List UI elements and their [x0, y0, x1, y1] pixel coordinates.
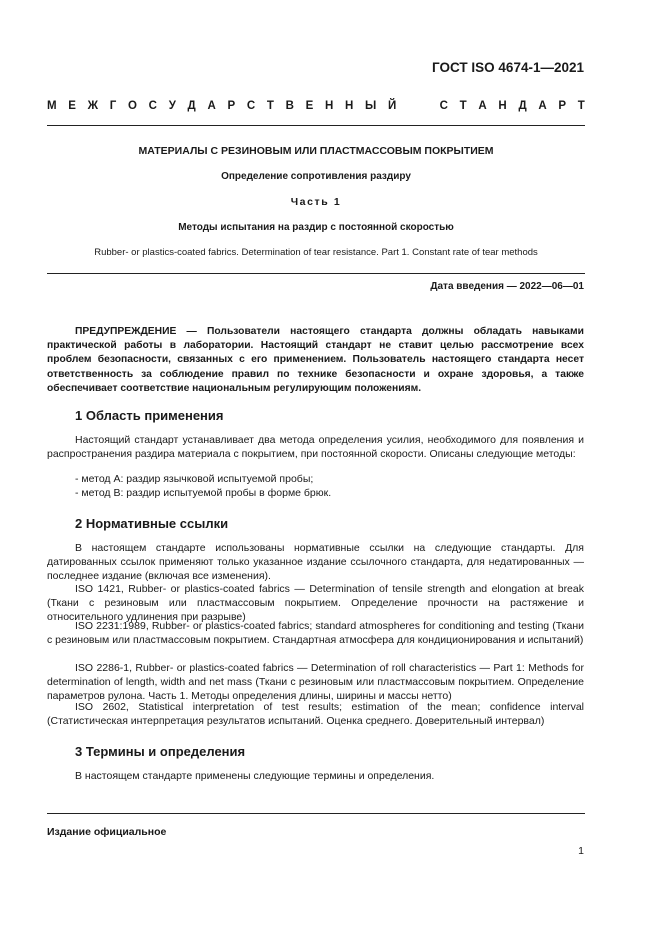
subtitle: Определение сопротивления раздиру	[221, 171, 411, 182]
heading-letter: Н	[324, 100, 334, 112]
heading-letter: Н	[498, 100, 507, 112]
heading-letter: С	[246, 100, 256, 112]
part-label: Часть 1	[290, 196, 342, 208]
standard-number: ГОСТ ISO 4674-1—2021	[432, 60, 584, 75]
heading-letter: Т	[577, 100, 585, 112]
section-1-text: Настоящий стандарт устанавливает два метода определения усилия, необходимого для появления и распространения раздира материала с покрытием, при постоянной скорости. Описаны следующие методы:	[47, 434, 584, 461]
section-3-text: В настоящем стандарте применены следующие термины и определения.	[75, 770, 435, 782]
english-title: Rubber- or plastics-coated fabrics. Determination of tear resistance. Part 1. Constant rate of tear methods	[94, 247, 538, 258]
heading-letter: В	[285, 100, 294, 112]
heading-letter: Ж	[87, 100, 99, 112]
heading-letter: С	[439, 100, 448, 112]
heading-letter: Й	[387, 100, 397, 112]
list-item-method-b: - метод В: раздир испытуемой пробы в форме брюк.	[75, 487, 332, 499]
title-rule	[47, 273, 585, 274]
page-number: 1	[578, 845, 584, 857]
heading-letter: Е	[305, 100, 314, 112]
top-rule	[47, 125, 585, 126]
heading-letter: Д	[187, 100, 196, 112]
reference-iso-2602: ISO 2602, Statistical interpretation of test results; estimation of the mean; confidence interval (Статистическая интерпретация результатов испытаний. Оценка среднего. Доверительный интервал)	[47, 701, 584, 728]
heading-letter: Г	[109, 100, 117, 112]
reference-iso-2231: ISO 2231:1989, Rubber- or plastics-coated fabrics; standard atmospheres for conditioning and testing (Ткани с резиновым или пластмассовым покрытием. Стандартная атмосфера для кондиционирования и испытаний)	[47, 620, 584, 647]
section-2-intro: В настоящем стандарте использованы нормативные ссылки на следующие стандарты. Для датированных ссылок применяют только указанное издание ссылочного стандарта, для недатированных — последнее издание (включая все изменения).	[47, 542, 584, 583]
heading-letter: Р	[227, 100, 236, 112]
reference-iso-1421: ISO 1421, Rubber- or plastics-coated fabrics — Determination of tensile strength and elongation at break (Ткани с резиновым или пластмассовым покрытием. Определение прочности на растяжение и относительного удлинения при разрыве)	[47, 583, 584, 624]
heading-letter: Ы	[365, 100, 377, 112]
heading-gap	[408, 100, 428, 112]
reference-iso-2286-1: ISO 2286-1, Rubber- or plastics-coated fabrics — Determination of roll characteristics — Part 1: Methods for determination of length, width and net mass (Ткани с резиновым или пластмассовым покрытием. Определение параметров рулона. Часть 1. Методы определения длины, ширины и массы нетто)	[47, 662, 584, 703]
warning-paragraph: ПРЕДУПРЕЖДЕНИЕ — Пользователи настоящего стандарта должны обладать навыками практической работы в лаборатории. Настоящий стандарт не ставит целью рассмотрение всех проблем безопасности, связанных с его применением. Пользователь настоящего стандарта несет ответственность за соблюдение правил по технике безопасности и охране здоровья, а также обеспечивает соответствие национальным регулирующим положениям.	[47, 326, 584, 394]
heading-letter: А	[538, 100, 547, 112]
footer-rule	[47, 813, 585, 814]
heading-letter: С	[148, 100, 157, 112]
section-2-heading: 2 Нормативные ссылки	[75, 516, 229, 531]
introduction-date: Дата введения — 2022—06—01	[430, 281, 584, 292]
heading-letter: Т	[459, 100, 467, 112]
section-1-heading: 1 Область применения	[75, 408, 224, 423]
heading-letter: А	[478, 100, 487, 112]
heading-letter: М	[47, 100, 57, 112]
heading-letter: Д	[518, 100, 527, 112]
heading-letter: Р	[558, 100, 567, 112]
heading-letter: О	[128, 100, 137, 112]
part-title: Методы испытания на раздир с постоянной скоростью	[178, 222, 454, 233]
heading-letter: У	[168, 100, 176, 112]
official-edition-label: Издание официальное	[47, 826, 167, 838]
interstate-standard-heading	[47, 100, 585, 112]
section-3-heading: 3 Термины и определения	[75, 744, 246, 759]
list-item-method-a: - метод А: раздир язычковой испытуемой пробы;	[75, 473, 314, 485]
main-title: МАТЕРИАЛЫ С РЕЗИНОВЫМ ИЛИ ПЛАСТМАССОВЫМ ПОКРЫТИЕМ	[138, 145, 494, 157]
heading-letter: А	[207, 100, 216, 112]
heading-letter: Т	[266, 100, 274, 112]
heading-letter: Н	[345, 100, 354, 112]
heading-letter: Е	[68, 100, 76, 112]
